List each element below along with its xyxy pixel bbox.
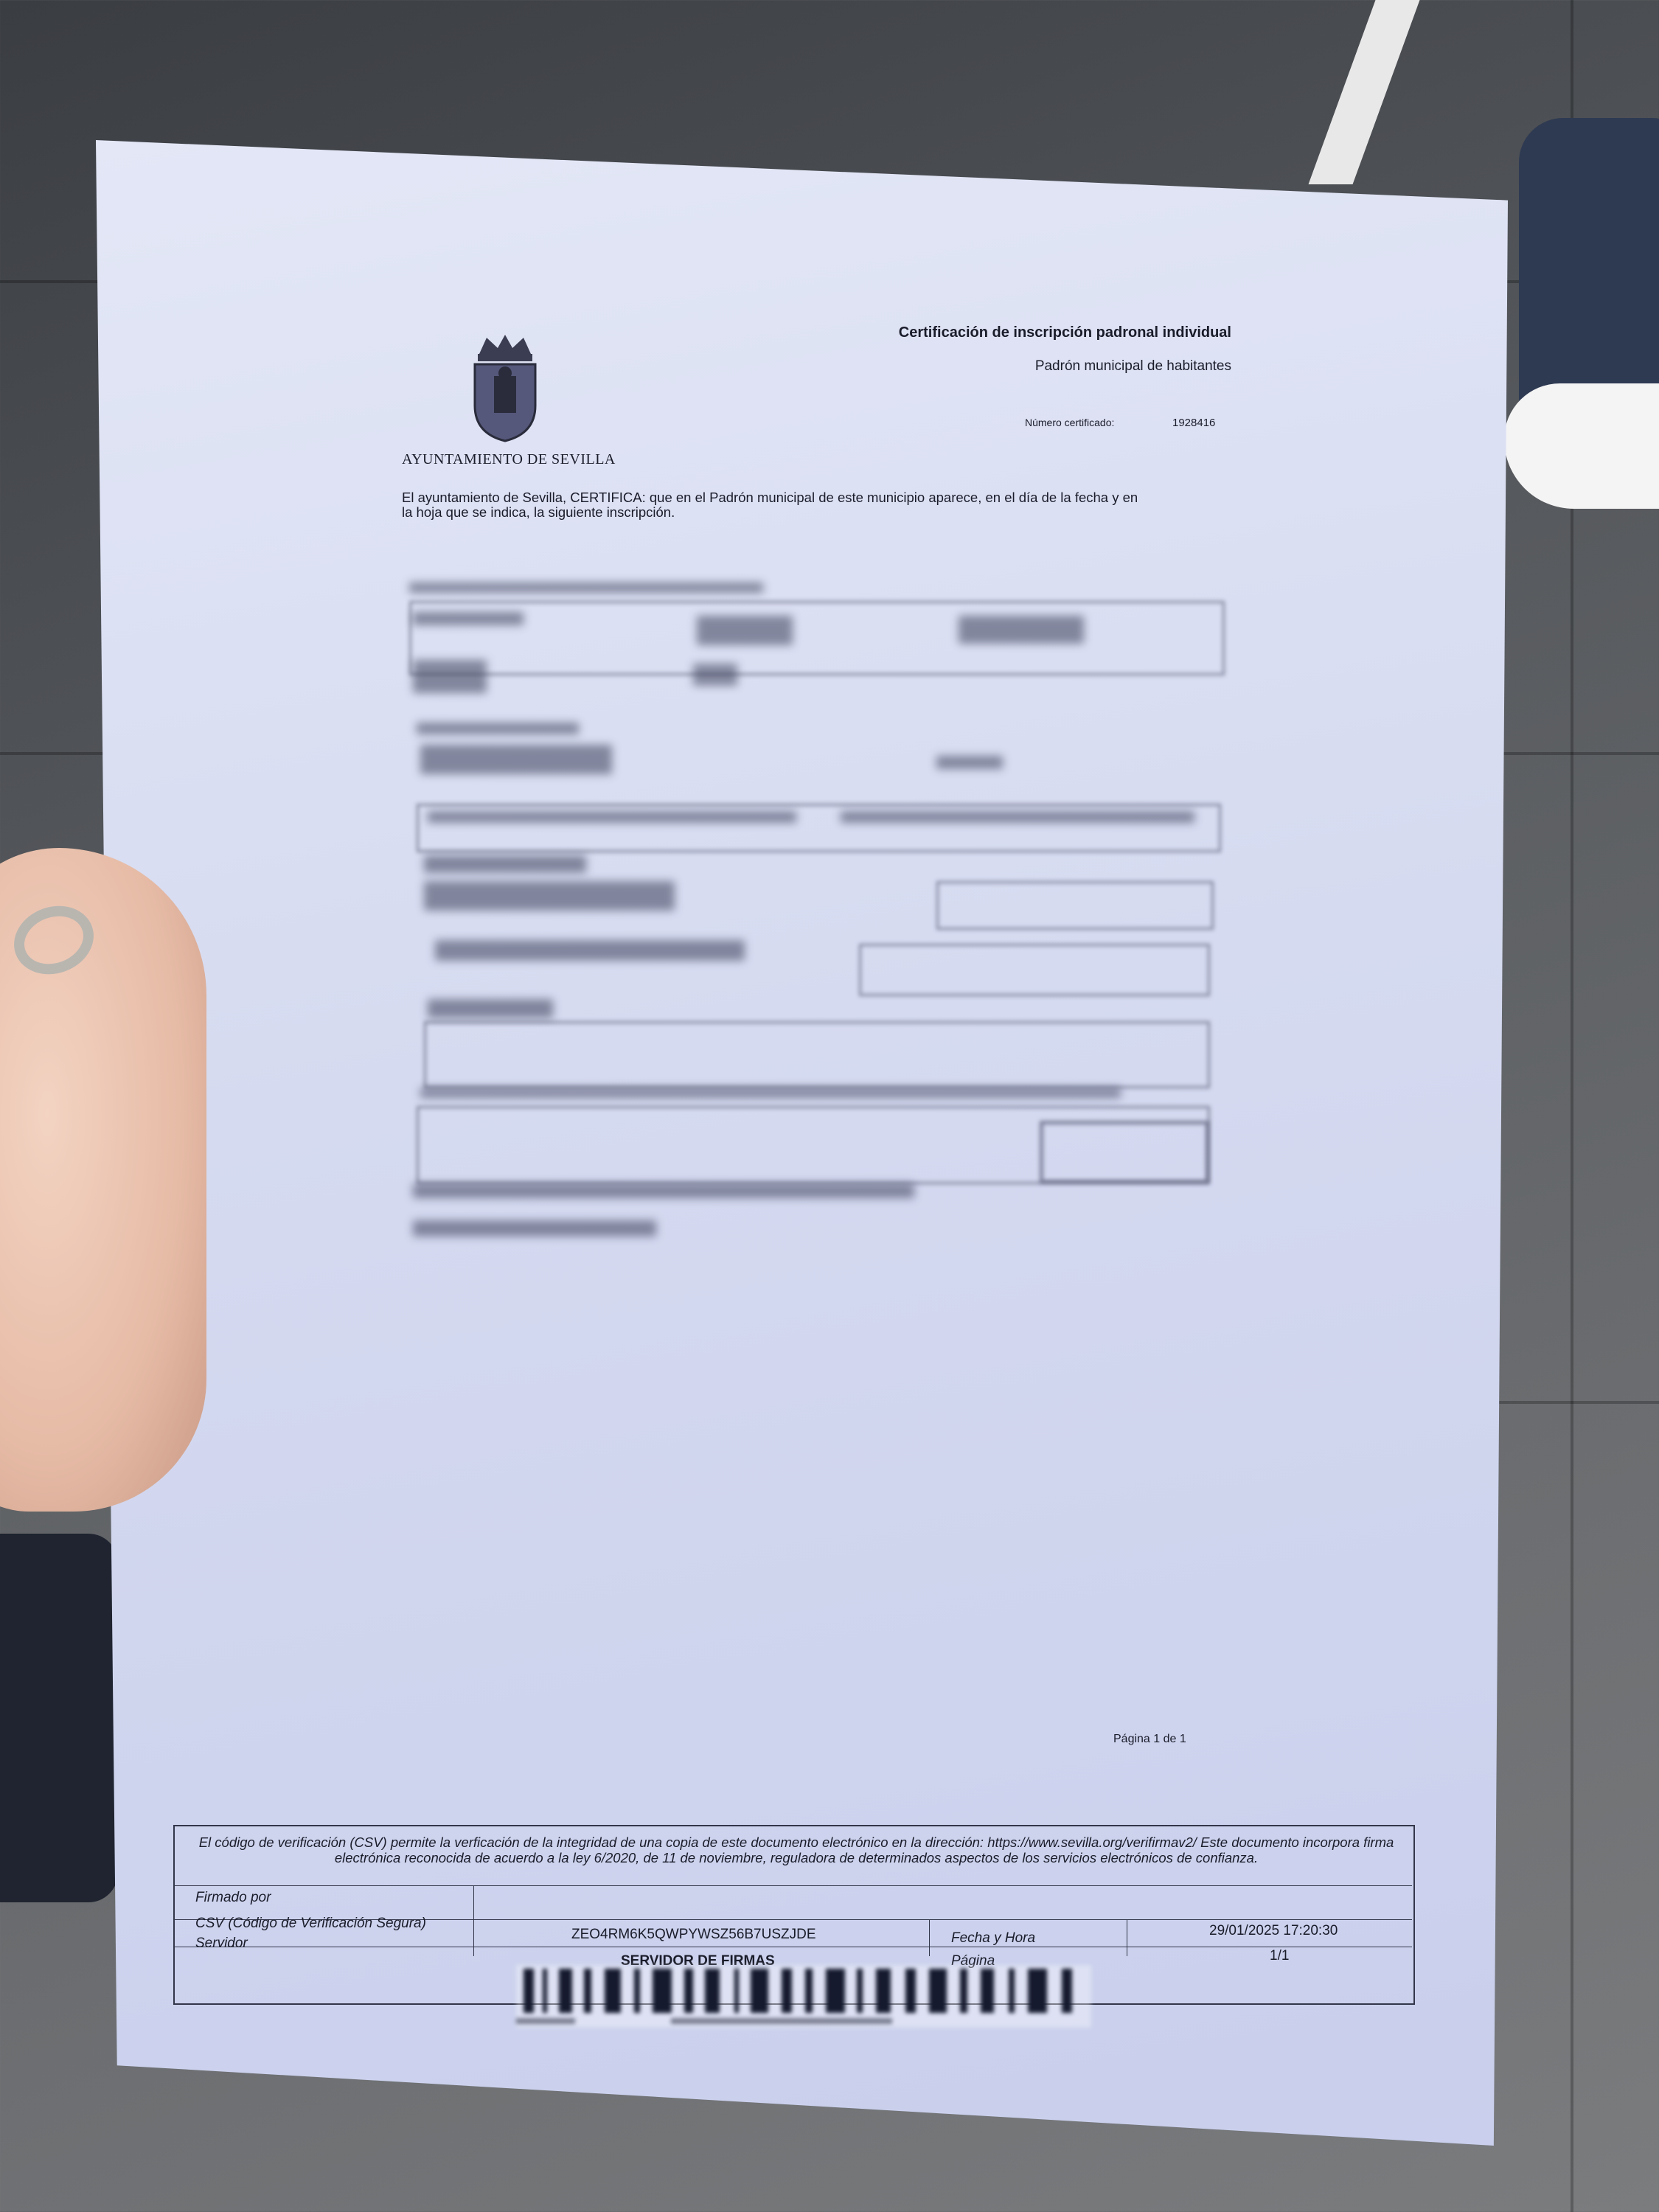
redacted-text bbox=[413, 612, 524, 625]
road-marking bbox=[1309, 0, 1420, 184]
redacted-text bbox=[420, 745, 612, 774]
server-value: SERVIDOR DE FIRMAS bbox=[621, 1953, 775, 1969]
table-divider bbox=[929, 1919, 930, 1956]
redacted-text bbox=[417, 723, 579, 734]
certificate-number-label: Número certificado: bbox=[1025, 417, 1115, 428]
csv-note: El código de verificación (CSV) permite la verficación de la integridad de una copia de este documento electrónico en la dirección: https://www.sevilla.org/verifirmav2/ Este documento incorpora firma electrónica reconocida de acuerdo a la ley 6/2020, de 11 de noviembre, reguladora de determinados aspectos de los servicios electrónicos de confianza. bbox=[198, 1834, 1394, 1865]
redacted-text bbox=[409, 582, 763, 593]
csv-value: ZEO4RM6K5QWPYWSZ56B7USZJDE bbox=[571, 1927, 816, 1942]
redacted-text bbox=[936, 756, 1003, 769]
date-label: Fecha y Hora bbox=[951, 1930, 1036, 1946]
page-field-label: Página bbox=[951, 1953, 995, 1969]
redacted-text bbox=[697, 616, 793, 645]
signed-by-label: Firmado por bbox=[195, 1890, 271, 1905]
document-title: Certificación de inscripción padronal individual bbox=[898, 324, 1231, 341]
date-value: 29/01/2025 17:20:30 bbox=[1209, 1923, 1338, 1938]
city-crest-icon bbox=[465, 332, 546, 442]
redacted-field-box bbox=[409, 601, 1225, 675]
redacted-field-box bbox=[936, 881, 1214, 930]
redacted-text bbox=[435, 940, 745, 961]
redacted-text bbox=[428, 811, 796, 823]
issuer-name: AYUNTAMIENTO DE SEVILLA bbox=[402, 451, 616, 467]
table-divider bbox=[173, 1885, 1412, 1886]
page-field-value: 1/1 bbox=[1270, 1948, 1290, 1964]
redacted-text bbox=[420, 1088, 1121, 1098]
certificate-number: 1928416 bbox=[1172, 417, 1216, 429]
redacted-text bbox=[424, 855, 586, 873]
document-subtitle: Padrón municipal de habitantes bbox=[1034, 358, 1231, 374]
redacted-text bbox=[428, 999, 553, 1018]
redacted-text bbox=[413, 1220, 656, 1237]
redacted-text bbox=[841, 811, 1194, 823]
redacted-text bbox=[693, 664, 737, 686]
redacted-field-box bbox=[859, 944, 1210, 996]
page-indicator: Página 1 de 1 bbox=[1113, 1733, 1186, 1745]
redacted-text bbox=[959, 616, 1084, 644]
redacted-text bbox=[413, 660, 487, 693]
redacted-field-box bbox=[1040, 1121, 1209, 1183]
sleeve bbox=[0, 1534, 118, 1902]
server-label: Servidor bbox=[195, 1935, 248, 1951]
redacted-text bbox=[413, 1183, 914, 1198]
redacted-field-box bbox=[424, 1021, 1210, 1088]
intro-text: El ayuntamiento de Sevilla, CERTIFICA: que en el Padrón municipal de este municipio aparece, en el día de la fecha y en la hoja que se indica, la siguiente inscripción. bbox=[402, 490, 1138, 520]
redacted-text bbox=[424, 881, 675, 911]
csv-label: CSV (Código de Verificación Segura) bbox=[195, 1916, 426, 1931]
table-divider bbox=[473, 1885, 474, 1956]
barcode-redacted bbox=[516, 1965, 1091, 2028]
person-shoe bbox=[1504, 383, 1659, 509]
